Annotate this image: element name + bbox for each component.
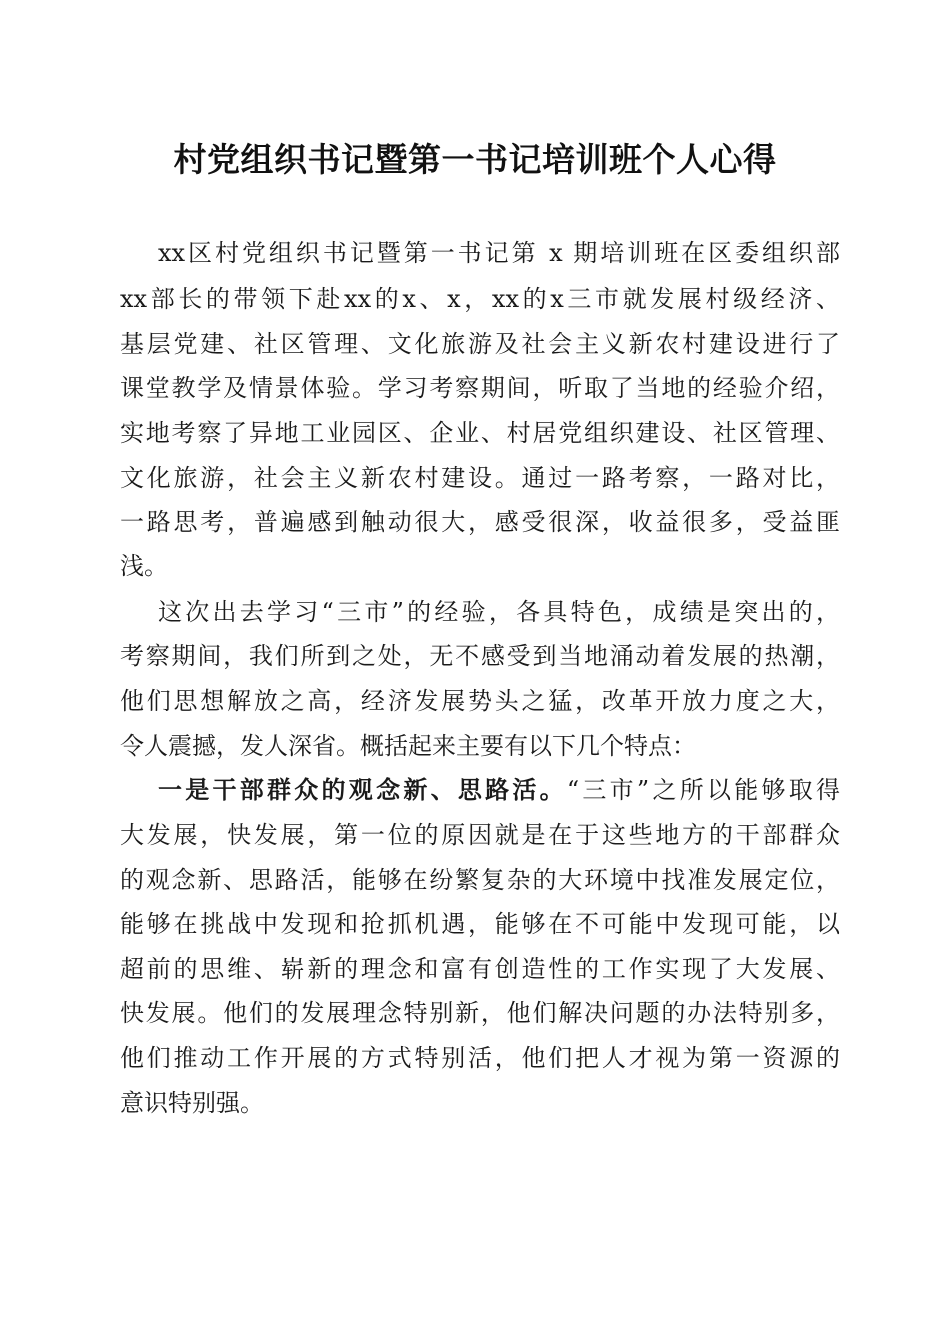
paragraph-2-line: 他们思想解放之高，经济发展势头之猛，改革开放力度之大，: [120, 687, 840, 715]
paragraph-1-line: 一路思考，普遍感到触动很大，感受很深，收益很多，受益匪: [120, 508, 840, 536]
paragraph-3-line: 超前的思维、崭新的理念和富有创造性的工作实现了大发展、: [120, 955, 840, 983]
paragraph-1-line: 课堂教学及情景体验。学习考察期间，听取了当地的经验介绍，: [120, 374, 840, 402]
paragraph-3-lead: 一是干部群众的观念新、思路活。: [158, 775, 567, 804]
paragraph-3-line: 快发展。他们的发展理念特别新，他们解决问题的办法特别多，: [120, 999, 840, 1027]
paragraph-3-line: 大发展，快发展，第一位的原因就是在于这些地方的干部群众: [120, 821, 840, 849]
paragraph-3-line: 他们推动工作开展的方式特别活，他们把人才视为第一资源的: [120, 1044, 840, 1072]
paragraph-1-line: xx部长的带领下赴xx的x、x，xx的x三市就发展村级经济、: [120, 285, 840, 313]
paragraph-1-line: 基层党建、社区管理、文化旅游及社会主义新农村建设进行了: [120, 330, 840, 358]
paragraph-3-line: 的观念新、思路活，能够在纷繁复杂的大环境中找准发展定位，: [120, 866, 840, 894]
paragraph-2-line: 令人震撼，发人深省。概括起来主要有以下几个特点：: [120, 732, 696, 760]
paragraph-3-first-line-rest: “三市”之所以能够取得: [566, 776, 840, 804]
paragraph-2-line: 考察期间，我们所到之处，无不感受到当地涌动着发展的热潮，: [120, 642, 840, 670]
paragraph-1-line: 实地考察了异地工业园区、企业、村居党组织建设、社区管理、: [120, 419, 840, 447]
paragraph-1-line: 浅。: [120, 552, 168, 580]
paragraph-3-first-line: [158, 775, 840, 805]
paragraph-3-line: 能够在挑战中发现和抢抓机遇，能够在不可能中发现可能，以: [120, 910, 840, 938]
paragraph-3-line: 意识特别强。: [120, 1089, 264, 1117]
paragraph-1-line: 文化旅游，社会主义新农村建设。通过一路考察，一路对比，: [120, 464, 840, 492]
paragraph-2-line: 这次出去学习“三市”的经验，各具特色，成绩是突出的，: [158, 598, 840, 626]
paragraph-1-line: xx区村党组织书记暨第一书记第 x 期培训班在区委组织部: [158, 239, 840, 267]
document-title: 村党组织书记暨第一书记培训班个人心得: [173, 140, 777, 179]
